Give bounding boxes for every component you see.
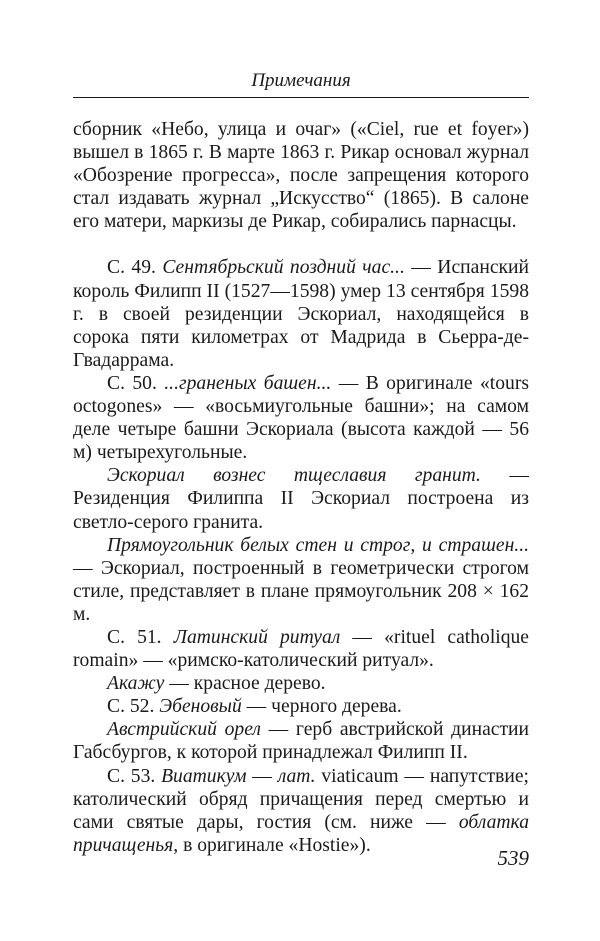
notes-text: [73, 118, 529, 857]
note-text: — Испанский король Филипп II (1527—1598) умер 13 сентября 1598 г. в своей резиденции Эскориал, находящейся в сорока пяти километрах от Мадрида в Сьерра-де-Гвадаррама.: [73, 257, 530, 371]
abbreviation: лат.: [277, 765, 316, 787]
note-text: — Резиденция Филиппа II Эскориал построена из светло-серого гранита.: [73, 465, 529, 533]
running-header: Примечания: [251, 70, 351, 91]
note-text: — «rituel catholique romain» — «римско-католический ритуал».: [73, 626, 530, 672]
note-text: , в оригинале «Hostie»).: [173, 834, 371, 856]
note-p51: [73, 626, 529, 672]
note-p50: [73, 372, 529, 464]
note-rectangle: [73, 534, 529, 626]
quoted-lemma: Виатикум: [161, 765, 247, 787]
quoted-lemma: ...граненых башен...: [164, 372, 332, 394]
page-ref: С. 50.: [107, 372, 165, 394]
note-eagle: [73, 718, 529, 764]
page-ref: С. 51.: [107, 626, 174, 648]
note-text: —: [246, 765, 278, 787]
page-ref: С. 49.: [107, 257, 163, 279]
note-text: — В оригинале «tours octogones» — «восьмиугольные башни»; на самом деле четыре башни Эскориала (высота каждой — 56 м) четырехугольные.: [73, 372, 529, 464]
note-escorial-granite: [73, 464, 529, 533]
note-text: — герб австрийской династии Габсбургов, к которой принадлежал Филипп II.: [73, 719, 530, 764]
section-gap: [73, 233, 529, 256]
quoted-lemma: Эскориал вознес тщеславия гранит.: [107, 465, 481, 487]
quoted-lemma: Прямоугольник белых стен и строг, и страшен...: [107, 534, 529, 556]
quoted-lemma: Акажу: [107, 673, 165, 695]
note-p53: [73, 765, 529, 857]
note-text: — красное дерево.: [164, 673, 326, 695]
quoted-lemma: Сентябрьский поздний час...: [162, 257, 405, 279]
quoted-lemma: Австрийский орел: [107, 719, 261, 741]
note-akazhu: [73, 672, 529, 695]
quoted-lemma: Латинский ритуал: [173, 626, 341, 648]
page-ref: С. 52.: [107, 696, 160, 718]
note-p49: [73, 256, 529, 371]
note-continuation: [73, 118, 529, 233]
quoted-lemma: Эбеновый: [159, 696, 242, 718]
note-text: viaticaum — напутствие; католический обряд причащения перед смертью и сами святые дары, гостия (см. ниже —: [73, 765, 529, 833]
quoted-lemma: облатка причащенья: [73, 811, 529, 856]
note-text: — черного дерева.: [241, 696, 402, 718]
page-ref: С. 53.: [107, 765, 162, 787]
page-number: 539: [497, 846, 529, 870]
note-text: — Эскориал, построенный в геометрически строгом стиле, представляет в плане прямоугольник 208 × 162 м.: [73, 557, 529, 625]
header-rule: [73, 97, 529, 98]
note-text: сборник «Небо, улица и очаг» («Ciel, rue et foyer») вышел в 1865 г. В марте 1863 г. Рикар основал журнал «Обозрение прогресса», после запрещения которого стал издавать журнал „Искусство“ (1865). В салоне его матери, маркизы де Рикар, собирались парнасцы.: [73, 119, 529, 233]
note-p52: [73, 695, 529, 718]
